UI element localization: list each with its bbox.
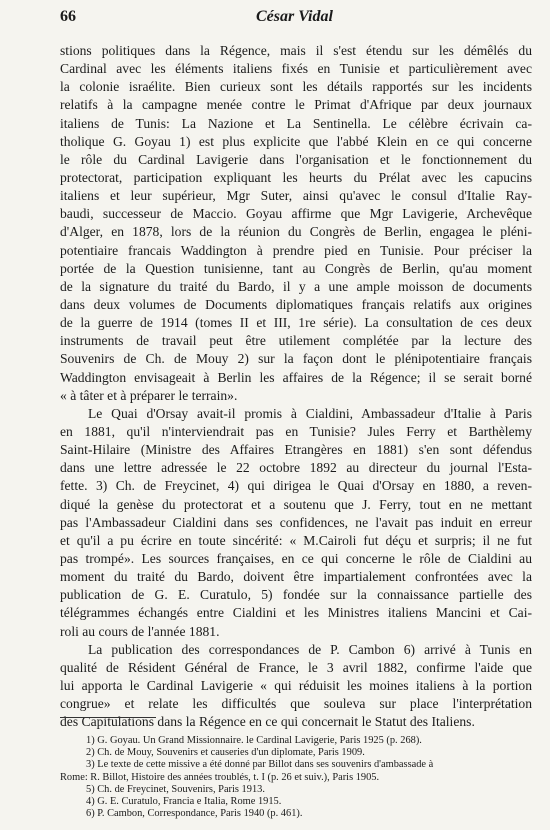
footnote: 1) G. Goyau. Un Grand Missionnaire. le Cardinal Lavigerie, Paris 1925 (p. 268). xyxy=(86,735,422,746)
text-line: qualité de Résident Général de France, le 3 avril 1882, confirme l'aide que xyxy=(60,659,532,675)
text-line: des Capitulations dans la Régence en ce qui concernait le Statut des Italiens. xyxy=(60,714,475,730)
footnote: Rome: R. Billot, Histoire des années troublés, t. I (p. 26 et suiv.), Paris 1905. xyxy=(60,771,380,783)
footnote: 5) Ch. de Freycinet, Souvenirs, Paris 1913. xyxy=(86,783,265,795)
text-line: d'Alger, en 1878, lors de la réunion du Congrès de Berlin, engagea le pléni- xyxy=(60,224,532,240)
text-line: de la guerre de 1914 (tomes II et III, 1re série). La consultation de ces deux xyxy=(60,315,532,331)
text-line: tholique G. Goyau 1) est plus explicite que l'abbé Klein en ce qui concerne xyxy=(60,133,532,149)
footnote: 6) P. Cambon, Correspondance, Paris 1940 (p. 461). xyxy=(86,808,303,820)
footnote: 3) Le texte de cette missive a été donné par Billot dans ses souvenirs d'ambassade à xyxy=(86,759,434,771)
text-line: et qu'il a pu écrire en toute sincérité: « M.Cairoli fut déçu et surpris; il ne fut xyxy=(60,532,532,548)
page-number: 66 xyxy=(60,8,76,25)
text-line: italiens et leur supérieur, Mgr Suter, ainsi qu'avec le consul d'Italie Ray- xyxy=(60,188,532,204)
text-line: lui apporta le Cardinal Lavigerie « qui réduisit les moines italiens à la portion xyxy=(60,677,532,693)
text-line: Le Quai d'Orsay avait-il promis à Cialdini, Ambassadeur d'Italie à Paris xyxy=(88,405,532,421)
text-line: en 1881, qu'il n'interviendrait pas en Tunisie? Jules Ferry et Barthèlemy xyxy=(60,423,532,439)
text-line: la colonie israélite. Bien curieux sont les détails rapportés sur les incidents xyxy=(60,79,532,95)
page-header xyxy=(60,8,532,32)
text-line: relatifs à la campagne menée contre le Primat d'Afrique par deux journaux xyxy=(60,97,532,113)
text-line: Cardinal avec les éléments italiens fixés en Tunisie et particulièrement avec xyxy=(60,61,532,77)
text-line: roli au cours de l'année 1881. xyxy=(60,623,220,639)
paragraph-2 xyxy=(60,405,532,641)
text-line: Waddington envisageait à Berlin les affaires de la Régence; il se serait borné xyxy=(60,369,532,385)
text-line: portée de la Question tunisienne, tant au Congrès de Berlin, qu'au moment xyxy=(60,260,532,276)
text-line: télégrammes échangés entre Cialdini et les Ministres italiens Mancini et Cai- xyxy=(60,605,532,621)
text-line: pas trompé». Les sources françaises, en ce qui concerne le rôle de Cialdini au xyxy=(60,550,532,566)
text-line: diqué la genèse du protectorat et a soutenu que J. Ferry, tout en ne mettant xyxy=(60,496,532,512)
text-line: Souvenirs de Ch. de Mouy 2) sur la façon dont le plénipotentiaire français xyxy=(60,351,532,367)
text-line: La publication des correspondances de P. Cambon 6) arrivé à Tunis en xyxy=(88,641,532,657)
text-line: publication de G. E. Curatulo, 5) fondée sur la connaissance partielle des xyxy=(60,587,532,603)
body-text xyxy=(60,42,532,731)
text-line: instruments de travail peut être utilement complétée par la lecture des xyxy=(60,333,532,349)
text-line: « à tâter et à préparer le terrain». xyxy=(60,387,238,403)
footnote-separator xyxy=(60,717,156,718)
text-line: potentiaire francais Waddington à prendre pied en Tunisie. Pour préciser la xyxy=(60,242,532,258)
text-line: de la signature du traité du Bardo, il y a une ample moisson de documents xyxy=(60,278,532,294)
footnote: 2) Ch. de Mouy, Souvenirs et causeries d'un diplomate, Paris 1909. xyxy=(86,747,365,759)
text-line: italiens de Tunis: La Nazione et La Sentinella. Le célèbre écrivain ca- xyxy=(60,115,532,131)
text-line: moment du traité du Bardo, doivent être impartialement confrontées avec la xyxy=(60,569,532,585)
paragraph-1 xyxy=(60,42,532,405)
text-line: congrue» et relate les difficultés que souleva sur place l'interprétation xyxy=(60,696,532,712)
text-line: dans une lettre adressée le 22 octobre 1892 au directeur du journal l'Esta- xyxy=(60,460,532,476)
running-head: César Vidal xyxy=(256,8,333,25)
text-line: Saint-Hilaire (Ministre des Affaires Etrangères en 1881) s'en sont défendus xyxy=(60,442,532,458)
text-line: fette. 3) Ch. de Freycinet, 4) qui dirigea le Quai d'Orsay en 1880, a reven- xyxy=(60,478,532,494)
text-line: protectorat, participation expliquant les heurts du Prélat avec les capucins xyxy=(60,169,532,185)
footnote: 4) G. E. Curatulo, Francia e Italia, Rome 1915. xyxy=(86,795,282,807)
text-line: stions politiques dans la Régence, mais il s'est étendu sur les démêlés du xyxy=(60,43,532,58)
text-line: pas l'Ambassadeur Cialdini dans ses confidences, ne l'avait pas induit en erreur xyxy=(60,514,532,530)
text-line: baudi, successeur de Maccio. Goyau affirme que Mgr Lavigerie, Archevêque xyxy=(60,206,532,222)
footnotes xyxy=(60,735,532,820)
text-line: dans deux volumes de Documents diplomatiques français relatifs aux origines xyxy=(60,296,532,312)
text-line: le rôle du Cardinal Lavigerie dans l'organisation et le fonctionnement du xyxy=(60,151,532,167)
